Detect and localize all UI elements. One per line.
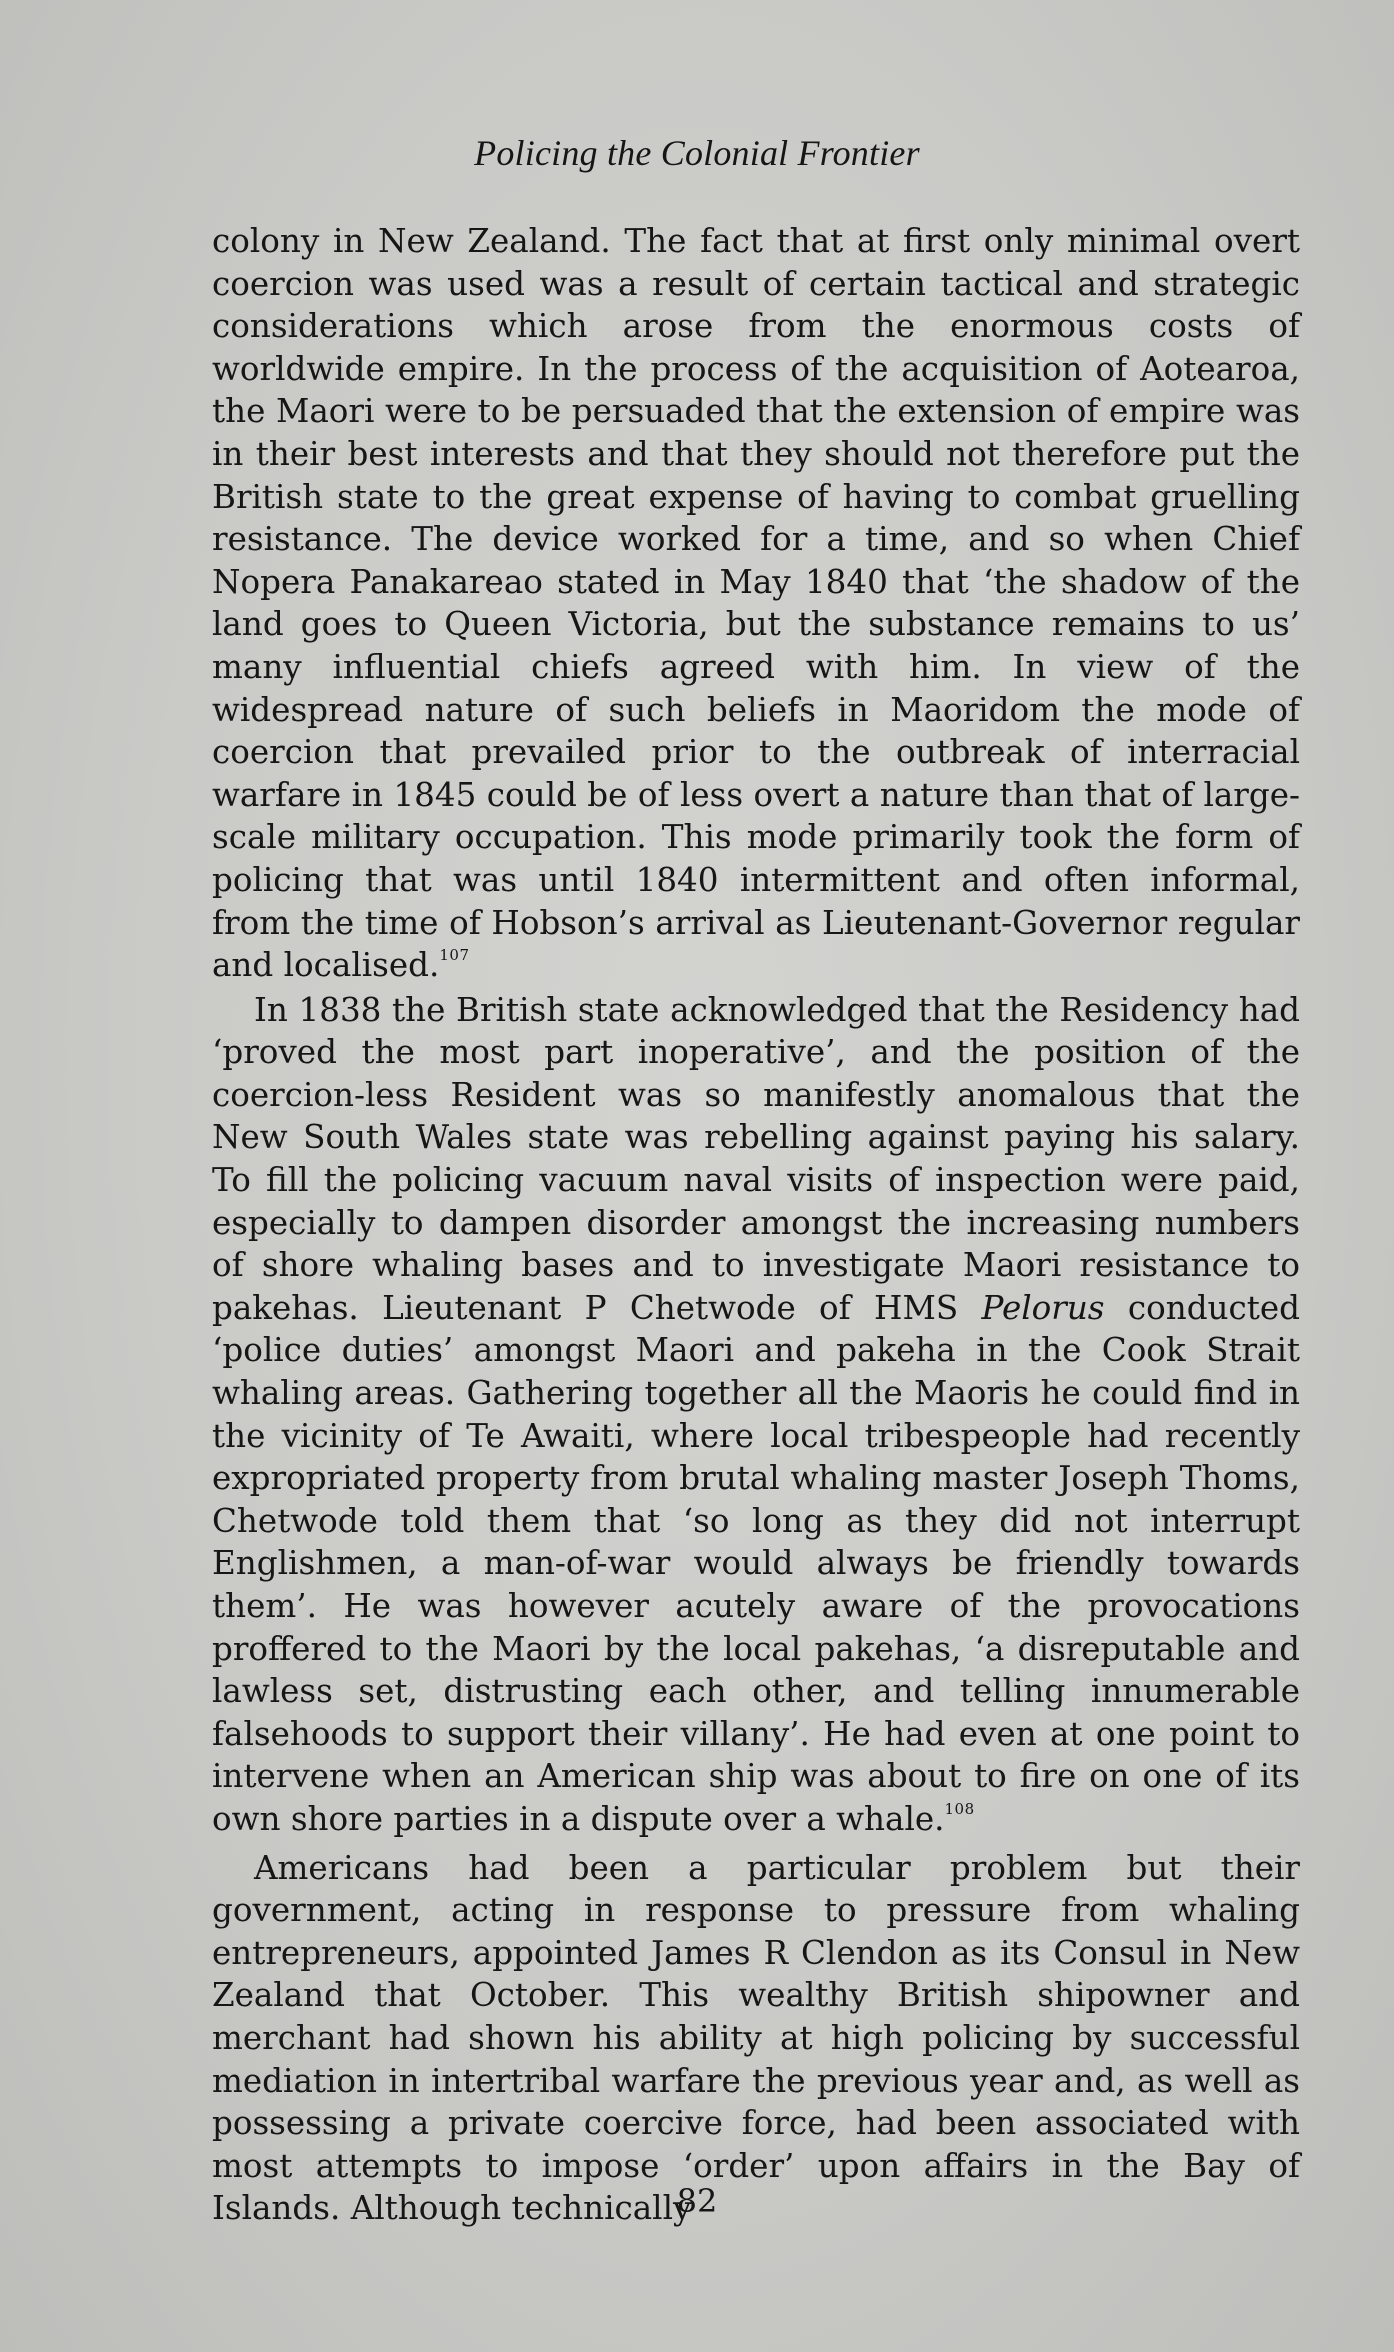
paragraph-2 (212, 989, 1300, 1841)
footnote-ref-108: 108 (944, 1800, 975, 1819)
footnote-ref-107: 107 (439, 946, 470, 965)
running-head: Policing the Colonial Frontier (474, 133, 920, 173)
page-number: 82 (676, 2182, 718, 2220)
body-text (212, 220, 1300, 2230)
paragraph-1-text: colony in New Zealand. The fact that at first only minimal overt coercion was used was a result of certain tactical and strategic considerations which arose from the enormous costs of worldwide empire. In the process of the acquisition of Aotearoa, the Maori were to be persuaded that the extension of empire was in their best interests and that they should not therefore put the British state to the great expense of having to combat gruelling resistance. The device worked for a time, and so when Chief Nopera Panakareao stated in May 1840 that ‘the shadow of the land goes to Queen Victoria, but the substance remains to us’ many influential chiefs agreed with him. In view of the widespread nature of such beliefs in Maoridom the mode of coercion that prevailed prior to the outbreak of interracial warfare in 1845 could be of less overt a nature than that of large-scale military occupation. This mode primarily took the form of policing that was until 1840 intermittent and often informal, from the time of Hobson’s arrival as Lieutenant-Governor regular and localised. (212, 222, 1300, 985)
ship-name: Pelorus (981, 1288, 1105, 1327)
paragraph-2-text-a: In 1838 the British state acknowledged that the Residency had ‘proved the most part inoperative’, and the position of the coercion-less Resident was so manifestly anomalous that the New South Wales state was rebelling against paying his salary. To fill the policing vacuum naval visits of inspection were paid, especially to dampen disorder amongst the increasing numbers of shore whaling bases and to investigate Maori resistance to pakehas. Lieutenant P Chetwode of HMS (212, 990, 1300, 1327)
paragraph-3 (212, 1847, 1300, 2230)
paragraph-3-text: Americans had been a particular problem but their government, acting in response to pressure from whaling entrepreneurs, appointed James R Clendon as its Consul in New Zealand that October. This wealthy British shipowner and merchant had shown his ability at high policing by successful mediation in intertribal warfare the previous year and, as well as possessing a private coercive force, had been associated with most attempts to impose ‘order’ upon affairs in the Bay of Islands. Although technically (212, 1848, 1300, 2228)
paragraph-1 (212, 220, 1300, 987)
paragraph-2-text-b: conducted ‘police duties’ amongst Maori and pakeha in the Cook Strait whaling areas. Gathering together all the Maoris he could find in the vicinity of Te Awaiti, where local tribespeople had recently expropriated property from brutal whaling master Joseph Thoms, Chetwode told them that ‘so long as they did not interrupt Englishmen, a man-of-war would always be friendly towards them’. He was however acutely aware of the provocations proffered to the Maori by the local pakehas, ‘a disreputable and lawless set, distrusting each other, and telling innumerable falsehoods to support their villany’. He had even at one point to intervene when an American ship was about to fire on one of its own shore parties in a dispute over a whale. (212, 1288, 1301, 1838)
